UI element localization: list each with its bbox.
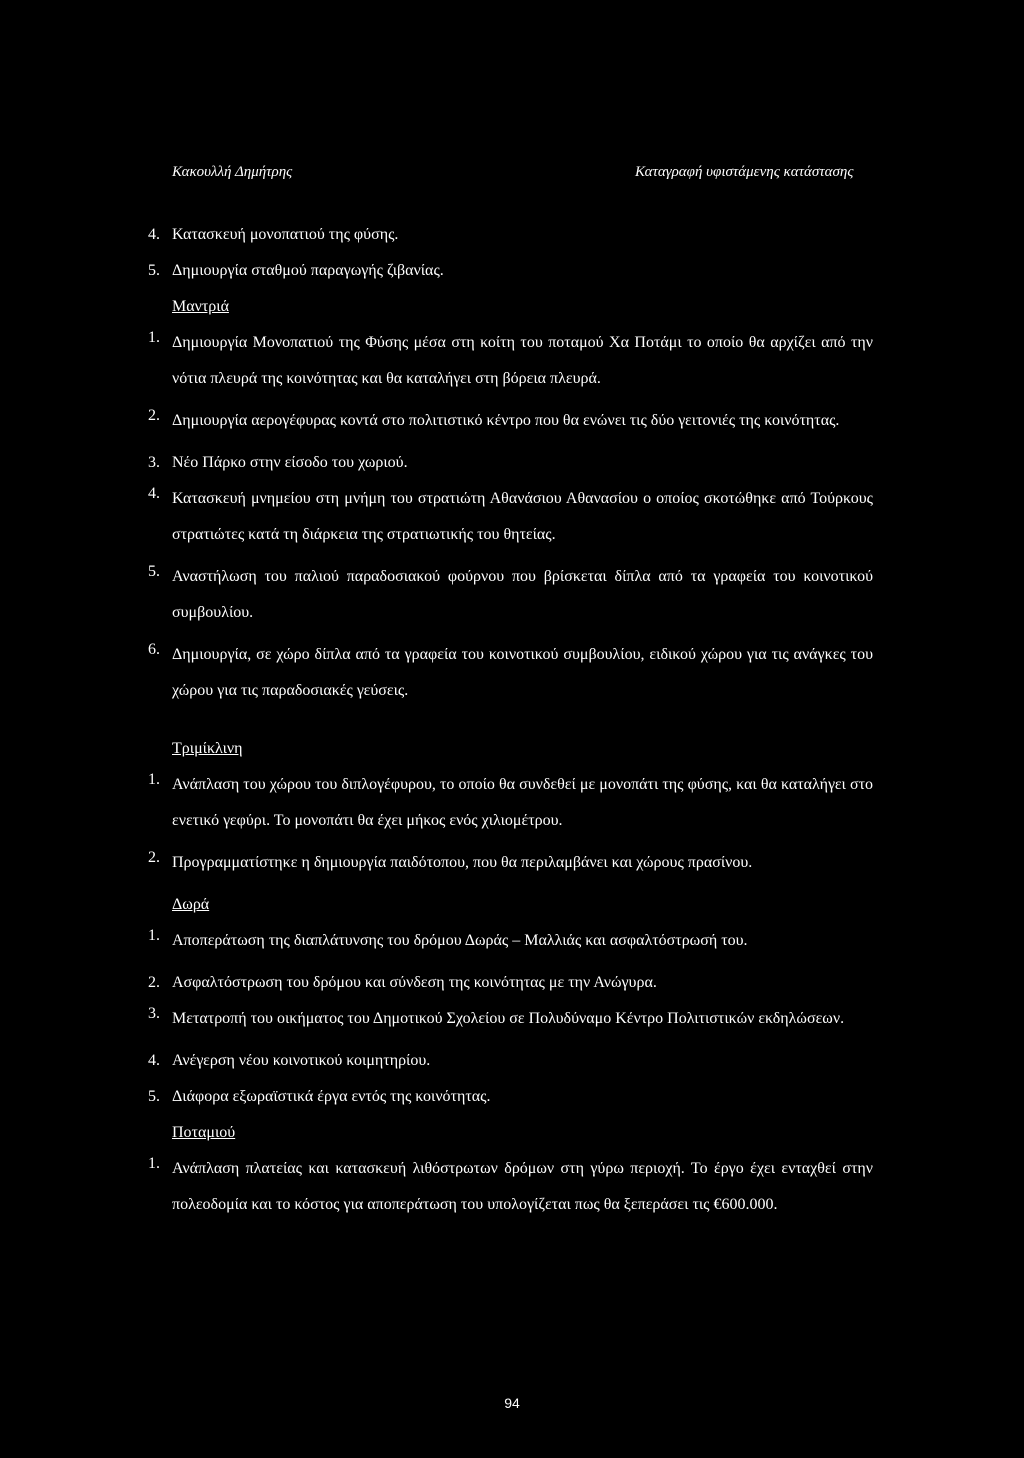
item-text: Κατασκευή μονοπατιού της φύσης.	[172, 226, 399, 243]
item-number: 2.	[148, 974, 160, 991]
item-number: 5.	[148, 1088, 160, 1105]
list-item	[148, 258, 873, 283]
item-number: 4.	[148, 226, 160, 243]
item-number: 1.	[148, 771, 160, 788]
list-item	[148, 923, 873, 959]
item-text: Ανάπλαση του χώρου του διπλογέφυρου, το οποίο θα συνδεθεί με μονοπάτι της φύσης, και θα καταλήγει στο ενετικό γεφύρι. Το μονοπάτι θα έχει μήκος ενός χιλιομέτρου.	[172, 776, 873, 829]
header-author: Κακουλλή Δημήτρης	[172, 164, 293, 180]
list-item	[148, 1048, 873, 1073]
item-number: 3.	[148, 454, 160, 471]
item-text: Προγραμματίστηκε η δημιουργία παιδότοπου, που θα περιλαμβάνει και χώρους πρασίνου.	[172, 854, 753, 871]
item-text: Κατασκευή μνημείου στη μνήμη του στρατιώτη Αθανάσιου Αθανασίου ο οποίος σκοτώθηκε από Τούρκους στρατιώτες κατά τη διάρκεια της στρατιωτικής του θητείας.	[172, 490, 873, 543]
item-number: 2.	[148, 849, 160, 866]
item-number: 5.	[148, 262, 160, 279]
item-text: Ανάπλαση πλατείας και κατασκευή λιθόστρωτων δρόμων στη γύρω περιοχή. Το έργο έχει ενταχθεί στην πολεοδομία και το κόστος για αποπεράτωση του υπολογίζεται πως θα ξεπεράσει τις €600.000.	[172, 1160, 873, 1213]
page-number: 94	[504, 1395, 520, 1411]
item-text: Δημιουργία αερογέφυρας κοντά στο πολιτιστικό κέντρο που θα ενώνει τις δύο γειτονιές της κοινότητας.	[172, 412, 840, 429]
section-heading-potamiou: Ποταμιού	[172, 1124, 236, 1141]
document-body	[148, 222, 873, 1234]
list-item	[148, 222, 873, 247]
item-number: 4.	[148, 485, 160, 502]
list-item	[148, 637, 873, 709]
item-number: 6.	[148, 641, 160, 658]
list-item	[148, 970, 873, 995]
item-text: Νέο Πάρκο στην είσοδο του χωριού.	[172, 454, 408, 471]
section-heading-mantria: Μαντριά	[172, 298, 229, 315]
item-text: Αποπεράτωση της διαπλάτυνσης του δρόμου Δωράς – Μαλλιάς και ασφαλτόστρωσή του.	[172, 932, 748, 949]
list-item	[148, 1001, 873, 1037]
item-text: Ασφαλτόστρωση του δρόμου και σύνδεση της κοινότητας με την Ανώγυρα.	[172, 974, 657, 991]
item-number: 1.	[148, 329, 160, 346]
header-chapter-title: Καταγραφή υφιστάμενης κατάστασης	[635, 164, 854, 180]
item-text: Δημιουργία Μονοπατιού της Φύσης μέσα στη κοίτη του ποταμού Χα Ποτάμι το οποίο θα αρχίζει από την νότια πλευρά της κοινότητας και θα καταλήγει στη βόρεια πλευρά.	[172, 334, 873, 387]
list-item	[148, 325, 873, 397]
list-item	[148, 767, 873, 839]
item-text: Δημιουργία, σε χώρο δίπλα από τα γραφεία του κοινοτικού συμβουλίου, ειδικού χώρου για τις ανάγκες του χώρου για τις παραδοσιακές γεύσεις.	[172, 646, 873, 699]
item-number: 5.	[148, 563, 160, 580]
list-item	[148, 1084, 873, 1109]
item-text: Δημιουργία σταθμού παραγωγής ζιβανίας.	[172, 262, 444, 279]
item-number: 4.	[148, 1052, 160, 1069]
item-number: 1.	[148, 927, 160, 944]
item-text: Διάφορα εξωραϊστικά έργα εντός της κοινότητας.	[172, 1088, 491, 1105]
item-number: 1.	[148, 1155, 160, 1172]
item-number: 2.	[148, 407, 160, 424]
section-heading-dora: Δωρά	[172, 896, 210, 913]
section-heading-trimiklini: Τριμίκλινη	[172, 740, 243, 757]
item-text: Μετατροπή του οικήματος του Δημοτικού Σχολείου σε Πολυδύναμο Κέντρο Πολιτιστικών εκδηλώσεων.	[172, 1010, 845, 1027]
item-text: Ανέγερση νέου κοινοτικού κοιμητηρίου.	[172, 1052, 431, 1069]
list-item	[148, 481, 873, 553]
list-item	[148, 845, 873, 881]
item-text: Αναστήλωση του παλιού παραδοσιακού φούρνου που βρίσκεται δίπλα από τα γραφεία του κοινοτικού συμβουλίου.	[172, 568, 873, 621]
page-header	[0, 164, 1024, 186]
item-number: 3.	[148, 1005, 160, 1022]
list-item	[148, 559, 873, 631]
list-item	[148, 1151, 873, 1223]
list-item	[148, 450, 873, 475]
list-item	[148, 403, 873, 439]
